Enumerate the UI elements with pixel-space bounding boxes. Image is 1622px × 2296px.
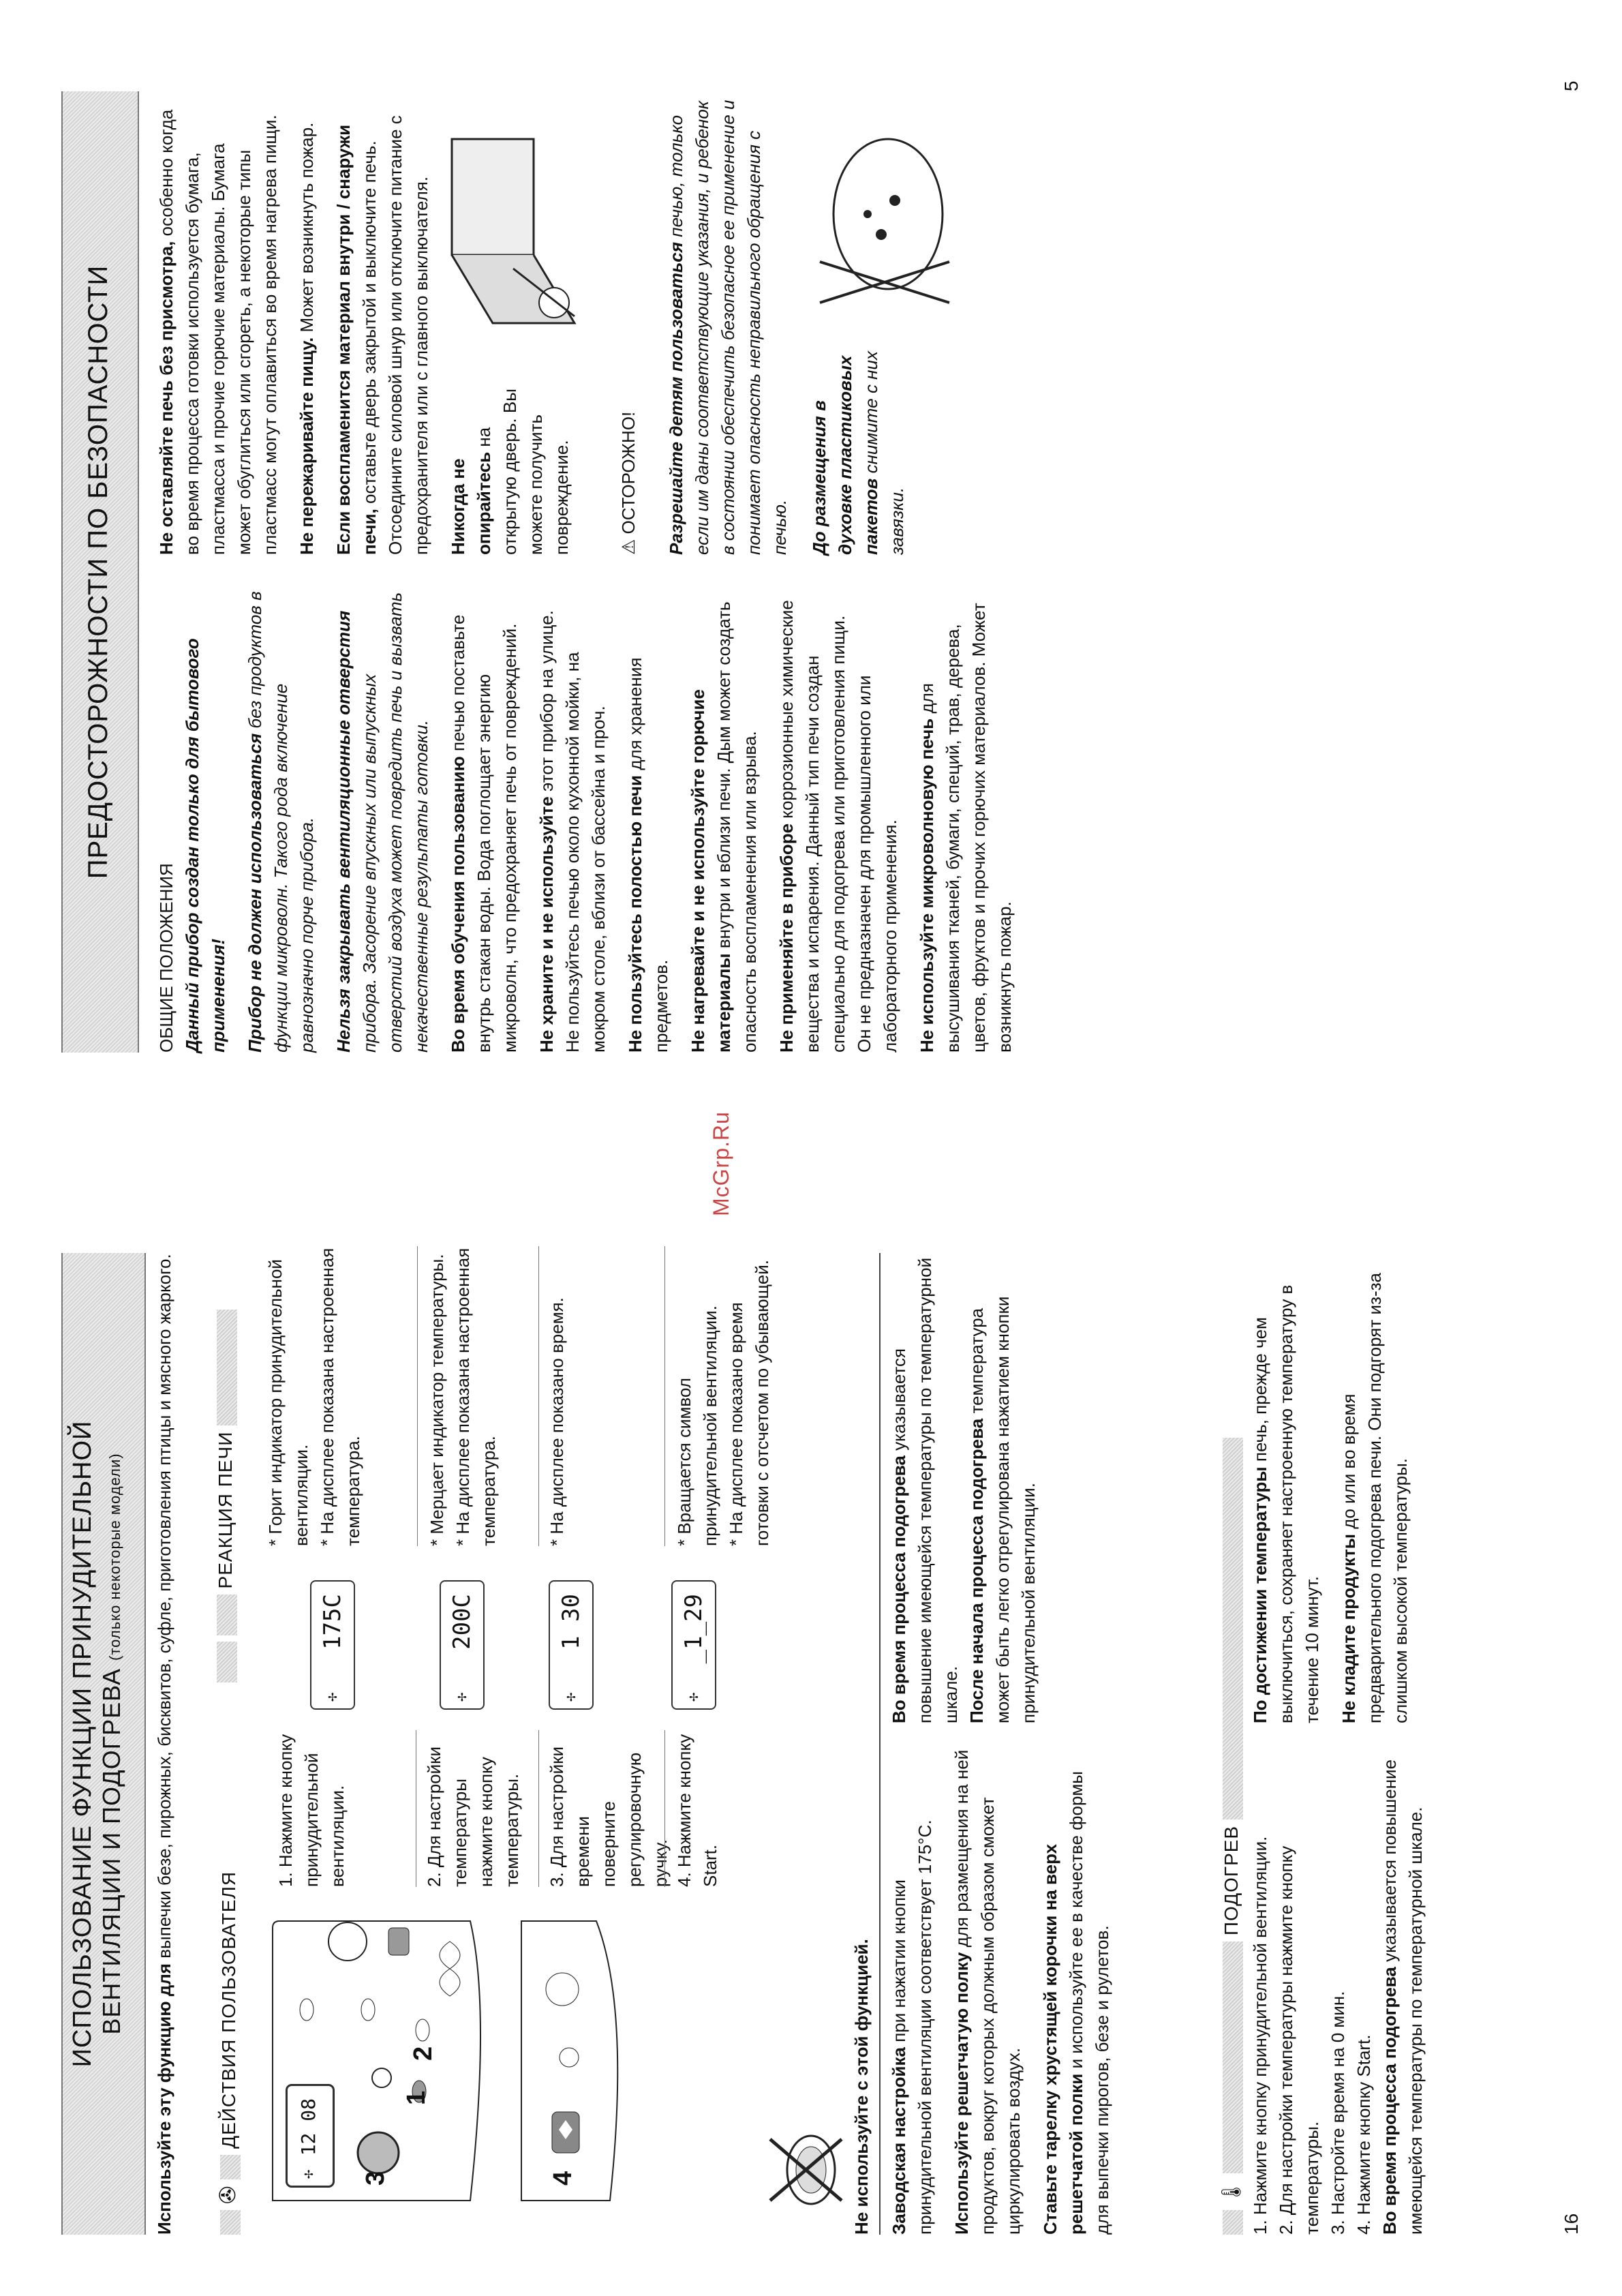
display-temp-175 bbox=[310, 1580, 355, 1710]
left-page bbox=[0, 1148, 1622, 2296]
reaction-text: На дисплее показано время готовки с отсчетом по убывающей. bbox=[726, 1260, 772, 1546]
crossed-plate-icon bbox=[763, 2126, 845, 2214]
reaction-text: Горит индикатор принудительной вентиляции. bbox=[265, 1259, 311, 1546]
hatch-marker bbox=[1223, 2210, 1243, 2235]
left-intro-rest: выпечки безе, пирожных, бисквитов, суфле, приготовления птицы и мясного жаркого. bbox=[154, 1254, 174, 1964]
preheat-heading-text: ПОДОГРЕВ bbox=[1221, 1825, 1242, 1936]
fan-icon: ✢ bbox=[453, 1692, 470, 1702]
page-number-right: 5 bbox=[1561, 80, 1582, 91]
not-use-bold: Прибор не должен использоваться bbox=[245, 733, 265, 1053]
crossed-bag-illustration bbox=[806, 125, 963, 316]
bags-bold: До размещения в духовке пластиковых пакетов bbox=[809, 355, 881, 555]
actions-heading bbox=[215, 1871, 241, 2235]
step-3: 3. Для настройки времени поверните регулировочную ручку. bbox=[547, 1746, 671, 1887]
warning-text: Не используйте с этой функцией. bbox=[851, 1939, 872, 2235]
warning-triangle-icon: ⚠ bbox=[618, 539, 639, 555]
clock-display-value: 12 08 bbox=[297, 2098, 320, 2156]
preheat-during-rest: указывается повышение имеющейся температуры по температурной шкале. bbox=[1379, 1759, 1426, 2235]
lean-block bbox=[445, 91, 649, 555]
after-rest: температура может быть легко отрегулирована нажатием кнопки принудительной вентиляции. bbox=[966, 1296, 1039, 1723]
preheat-steps bbox=[1247, 1744, 1428, 2235]
start-button-svg bbox=[515, 1914, 637, 2214]
corr-rest: коррозионные химические вещества и испарения. Данный тип печи создан специально для подогрева или приготовления пищи. Он не предназначен для промышленного или лабораторного применения. bbox=[776, 600, 900, 1053]
divider bbox=[538, 1730, 539, 1887]
children-rest: печью, только если им даны соответствующие указания, и ребенок в состоянии обеспечить безопасное ее применение и понимает опасность неправильного обращения с печью. bbox=[666, 100, 790, 555]
reaction-3: * На дисплее показано время. bbox=[547, 1297, 567, 1546]
storage-bold: Не пользуйтесь полостью печи bbox=[625, 775, 645, 1053]
factory-bold: Заводская настройка bbox=[889, 2047, 909, 2235]
divider bbox=[538, 1246, 539, 1546]
divider bbox=[664, 1730, 665, 1887]
divider bbox=[417, 1246, 418, 1546]
bags-block bbox=[806, 91, 983, 555]
actions-heading-text: ДЕЙСТВИЯ ПОЛЬЗОВАТЕЛЯ bbox=[218, 1871, 239, 2149]
corr-bold: Не применяйте в приборе bbox=[776, 823, 797, 1053]
left-title-note: (только некоторые модели) bbox=[106, 1453, 123, 1661]
reaction-1: * Горит индикатор принудительной вентиляции. * На дисплее показана настроенная температура. bbox=[265, 1248, 363, 1546]
step-4: 4. Нажмите кнопку Start. bbox=[674, 1734, 720, 1887]
learn-rest: печью поставьте внутрь стакан воды. Вода поглощает энергию микроволн, что предохраняет печь от повреждений. bbox=[448, 614, 520, 1053]
not-use-rest: без продуктов в функции микроволн. Такого рода включение равнозначно порче прибора. bbox=[245, 591, 317, 1053]
heat-rest: внутри и вблизи печи. Дым может создать опасность воспламенения или взрыва. bbox=[714, 601, 760, 1053]
hatch-marker bbox=[217, 1642, 237, 1682]
noput-bold: Не кладите продукты bbox=[1338, 1533, 1359, 1723]
fire-rest: оставьте дверь закрытой и выключите печь. Отсоедините силовой шнур или отключите питание с предохранителя или с главного выключателя. bbox=[359, 115, 431, 555]
overheat-bold: Не пережаривайте пищу. bbox=[296, 337, 317, 555]
children-bold: Разрешайте детям пользоваться bbox=[666, 241, 686, 555]
crossed-plate-svg bbox=[763, 2126, 845, 2214]
fan-icon: ✢ bbox=[324, 1692, 341, 1702]
factory-rest: при нажатии кнопки принудительной вентиляции соответствует 175°C. bbox=[889, 1819, 935, 2235]
preheat-step: 2. Для настройки температуры нажмите кнопку температуры. bbox=[1276, 1845, 1322, 2235]
clock-display bbox=[286, 2085, 334, 2187]
child-oven-svg bbox=[438, 119, 602, 350]
store-rest: этот прибор на улице. Не пользуйтесь печью около кухонной мойки, на мокром столе, вблизи от бассейна и проч. bbox=[536, 610, 609, 1053]
display-value: _1_29 bbox=[680, 1594, 707, 1664]
reaction-text: Вращается символ принудительной вентиляции. bbox=[674, 1305, 720, 1546]
rack-rest: для размещения на ней продуктов, вокруг которых должным образом сможет циркулировать воздух. bbox=[951, 1749, 1024, 2235]
display-value: 175C bbox=[319, 1594, 346, 1650]
start-button-illustration bbox=[515, 1914, 637, 2214]
display-value: 1 30 bbox=[557, 1594, 585, 1650]
storage-rest: для хранения предметов. bbox=[625, 657, 671, 1053]
vent-rest: прибора. Засорение впускных или выпускных отверстий воздуха может повредить печь и вызвать некачественные результаты готовки. bbox=[359, 592, 431, 1053]
fan-icon: ✇ bbox=[215, 2185, 240, 2205]
general-heading: ОБЩИЕ ПОЛОЖЕНИЯ bbox=[156, 863, 177, 1053]
step-1: 1. Нажмите кнопку принудительной вентиляции. bbox=[275, 1734, 348, 1887]
left-intro bbox=[151, 1253, 177, 2235]
display-countdown bbox=[671, 1580, 716, 1710]
bags-rest: снимите с них завязки. bbox=[861, 351, 907, 555]
fire-bold: Если воспламенится материал внутри / снаружи печи, bbox=[333, 124, 380, 555]
hatch-marker bbox=[1223, 1942, 1243, 2173]
preheat-step: 1. Нажмите кнопку принудительной вентиляции. bbox=[1250, 1836, 1270, 2235]
divider bbox=[664, 1246, 665, 1546]
hatch-marker bbox=[217, 1310, 237, 1425]
unattended-bold: Не оставляйте печь без присмотра, bbox=[156, 241, 177, 555]
noput-rest: до или во время предварительного подогрева печи. Они подгорят из-за слишком высокой температуры. bbox=[1338, 1272, 1411, 1723]
panel-number: 4 bbox=[549, 2171, 577, 2186]
left-title-bar bbox=[61, 1253, 146, 2235]
display-temp-200 bbox=[440, 1580, 485, 1710]
fan-icon: ✢ bbox=[300, 2169, 317, 2179]
during-rest: указывается повышение имеющейся температуры по температурной шкале. bbox=[889, 1257, 961, 1723]
hatch-marker bbox=[220, 2155, 241, 2179]
lean-text bbox=[445, 378, 575, 555]
preheat-step: 4. Нажмите кнопку Start. bbox=[1353, 2034, 1374, 2235]
panel-number: 1 bbox=[402, 2090, 431, 2105]
left-intro-bold: Используйте эту функцию для bbox=[154, 1963, 174, 2235]
display-time bbox=[549, 1580, 594, 1710]
section-rule bbox=[879, 1253, 881, 2235]
unattended-rest: особенно когда во время процесса готовки используется бумага, пластмасса и прочие горючие материалы. Бумага может обуглиться или сгореть, а некоторые типы пластмасс могут оплавиться во время нагрева пищи. bbox=[156, 109, 280, 555]
reaction-4: * Вращается символ принудительной вентиляции. * На дисплее показано время готовки с отсчетом по убывающей. bbox=[674, 1260, 772, 1546]
reaction-text: Мерцает индикатор температуры. bbox=[427, 1254, 447, 1535]
hatch-marker bbox=[220, 2210, 241, 2235]
panel-number: 3 bbox=[361, 2171, 390, 2186]
control-panel-illustration bbox=[266, 1914, 498, 2214]
page-number-left: 16 bbox=[1561, 2213, 1582, 2235]
fan-icon: ✢ bbox=[562, 1692, 579, 1702]
hatch-marker bbox=[1223, 1438, 1243, 1819]
dry-bold: Не используйте микроволновую печь bbox=[917, 718, 937, 1053]
reach-rest: печь, прежде чем выключиться, сохраняет настроенную температуру в течение 10 минут. bbox=[1250, 1284, 1322, 1723]
reaction-text: На дисплее показана настроенная температура. bbox=[317, 1248, 363, 1546]
general-bold: Данный прибор создан только для бытового применения! bbox=[182, 638, 228, 1053]
lean-rest: на открытую дверь. Вы можете получить повреждение. bbox=[474, 389, 572, 555]
watermark: McGrp.Ru bbox=[709, 1111, 733, 1216]
crossed-bag-svg bbox=[806, 125, 963, 316]
hatch-marker bbox=[217, 1595, 237, 1635]
right-col-2 bbox=[153, 91, 983, 555]
step-2: 2. Для настройки температуры нажмите кнопку температуры. bbox=[424, 1746, 522, 1887]
fan-icon: ✢ bbox=[685, 1692, 702, 1702]
plate-rest: и используйте ее в качестве формы для выпечки пирогов, безе и рулетов. bbox=[1066, 1771, 1112, 2235]
right-title: ПРЕДОСТОРОЖНОСТИ ПО БЕЗОПАСНОСТИ bbox=[83, 265, 113, 879]
rack-bold: Используйте решетчатую полку bbox=[951, 1952, 972, 2235]
overheat-rest: Может возникнуть пожар. bbox=[296, 122, 317, 337]
bags-text bbox=[806, 350, 910, 555]
left-title-line2: ВЕНТИЛЯЦИИ И ПОДОГРЕВА bbox=[97, 1668, 125, 2035]
panel-number: 2 bbox=[409, 2046, 438, 2061]
store-bold: Не храните и не используйте bbox=[536, 796, 557, 1053]
right-col-notes bbox=[886, 1253, 1052, 1723]
plate-bold: Ставьте тарелку хрустящей корочки на верх решетчатой полки bbox=[1040, 1843, 1086, 2235]
left-title-line1: ИСПОЛЬЗОВАНИЕ ФУНКЦИИ ПРИНУДИТЕЛЬНОЙ bbox=[68, 1420, 97, 2068]
preheat-notes bbox=[1247, 1253, 1424, 1723]
reaction-heading-text: РЕАКЦИЯ ПЕЧИ bbox=[215, 1431, 236, 1589]
lean-bold: Никогда не опирайтесь bbox=[448, 451, 494, 555]
preheat-during-bold: Во время процесса подогрева bbox=[1379, 1967, 1400, 2235]
child-oven-illustration bbox=[438, 119, 602, 350]
reaction-2: * Мерцает индикатор температуры. * На дисплее показана настроенная температура. bbox=[427, 1248, 499, 1546]
caution-text: ОСТОРОЖНО! bbox=[618, 411, 639, 534]
dry-rest: для высушивания тканей, бумаги, специй, трав, дерева, цветов, фруктов и прочих горючих материалов. Может возникнуть пожар. bbox=[917, 603, 1015, 1053]
after-bold: После начала процесса подогрева bbox=[966, 1418, 987, 1723]
right-title-bar bbox=[61, 91, 139, 1053]
reaction-text: На дисплее показано время. bbox=[547, 1297, 567, 1535]
preheat-heading bbox=[1220, 1253, 1243, 2235]
reach-bold: По достижении температуры bbox=[1250, 1466, 1270, 1723]
caution-line bbox=[615, 412, 641, 555]
reaction-text: На дисплее показана настроенная температура. bbox=[453, 1248, 499, 1546]
thermometer-icon: 🌡 bbox=[1221, 2179, 1242, 2205]
display-value: 200C bbox=[448, 1594, 476, 1650]
right-col-1 bbox=[153, 589, 1028, 1053]
reaction-heading bbox=[215, 1310, 237, 1682]
heat-bold: Не нагревайте и не используйте горючие материалы bbox=[688, 689, 734, 1053]
learn-bold: Во время обучения пользованию bbox=[448, 756, 468, 1053]
vent-bold: Нельзя закрывать вентиляционные отверстия bbox=[333, 610, 354, 1053]
during-bold: Во время процесса подогрева bbox=[889, 1455, 909, 1723]
left-col-notes bbox=[886, 1744, 1126, 2235]
preheat-step: 3. Настройте время на 0 мин. bbox=[1328, 1991, 1348, 2235]
